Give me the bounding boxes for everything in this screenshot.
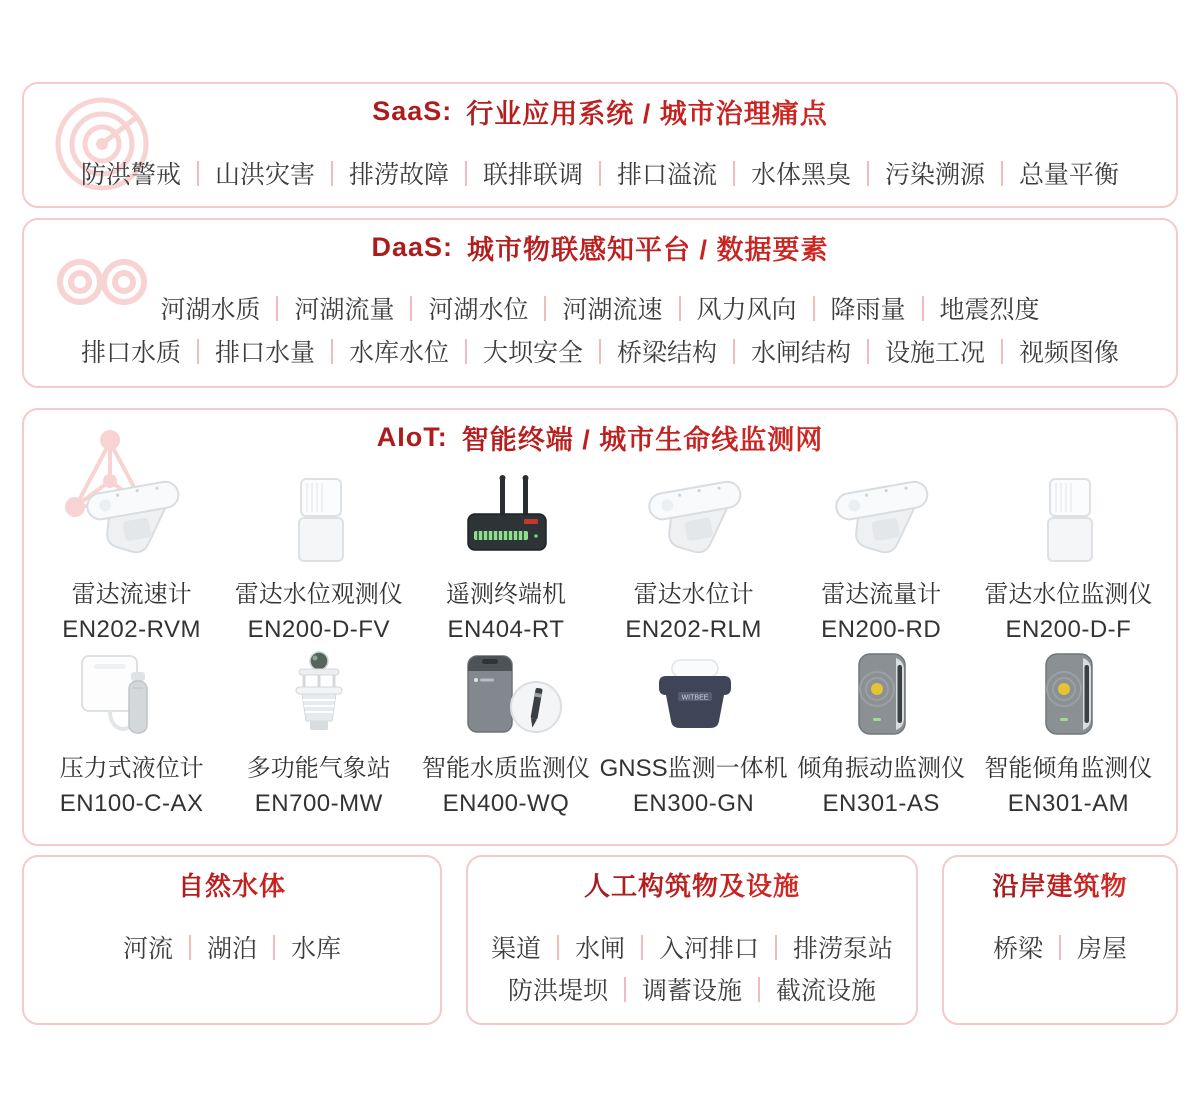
items-row — [24, 155, 1176, 191]
separator-bar — [867, 339, 869, 364]
list-item: 水体黑臭 — [751, 161, 852, 189]
device-card — [225, 648, 412, 818]
device-model: EN200-RD — [821, 616, 942, 643]
weather-station-icon — [239, 648, 399, 740]
box-header-artificial-structures — [468, 857, 916, 911]
section-aiot — [22, 408, 1178, 846]
list-item: 湖泊 — [206, 935, 257, 963]
separator-bar — [197, 161, 199, 186]
device-name: 多功能气象站 — [246, 755, 391, 782]
section-header-saas — [24, 84, 1176, 138]
list-item: 视频图像 — [1019, 339, 1120, 367]
list-item: 排口水质 — [80, 339, 181, 367]
separator-bar — [410, 296, 412, 321]
device-model: EN202-RLM — [625, 616, 762, 643]
list-item: 降雨量 — [830, 296, 906, 324]
section-daas — [22, 218, 1178, 388]
section-title: 城市物联感知平台 / 数据要素 — [467, 234, 829, 265]
section-header-aiot — [24, 410, 1176, 464]
device-name: 压力式液位计 — [59, 755, 204, 782]
separator-bar — [331, 339, 333, 364]
svg-text:WITBEE: WITBEE — [681, 694, 708, 702]
tilt-sensor-icon — [988, 648, 1148, 740]
box-artificial-structures — [466, 855, 918, 1025]
device-model: EN200-D-FV — [247, 616, 390, 643]
separator-bar — [465, 161, 467, 186]
device-model: EN301-AM — [1007, 790, 1130, 817]
separator-bar — [465, 339, 467, 364]
section-saas — [22, 82, 1178, 208]
separator-bar — [733, 161, 735, 186]
items-row — [24, 290, 1176, 326]
list-item: 河湖流量 — [294, 296, 395, 324]
device-model: EN301-AS — [822, 790, 940, 817]
device-card — [600, 648, 788, 818]
section-body-aiot — [24, 464, 1176, 822]
device-grid — [38, 474, 1162, 822]
device-name: 雷达流量计 — [821, 581, 942, 608]
radar-wedge-icon — [614, 474, 774, 566]
separator-bar — [599, 339, 601, 364]
list-item: 大坝安全 — [482, 339, 583, 367]
list-item: 河流 — [122, 935, 173, 963]
separator-bar — [189, 935, 191, 960]
items-row — [944, 929, 1176, 965]
separator-bar — [276, 296, 278, 321]
device-model: EN400-WQ — [442, 790, 570, 817]
separator-bar — [1059, 935, 1061, 960]
separator-bar — [599, 161, 601, 186]
tilt-sensor-icon — [801, 648, 961, 740]
device-name: 雷达流速计 — [71, 581, 192, 608]
items-row — [24, 333, 1176, 369]
box-header-natural-water — [24, 857, 440, 911]
list-item: 排涝故障 — [348, 161, 449, 189]
section-body-saas — [24, 138, 1176, 208]
list-item: 河湖流速 — [562, 296, 663, 324]
list-item: 联排联调 — [482, 161, 583, 189]
white-box-icon — [239, 474, 399, 566]
section-title-prefix: AIoT: — [376, 421, 448, 452]
separator-bar — [922, 296, 924, 321]
list-item: 排口溢流 — [617, 161, 718, 189]
device-card — [38, 474, 225, 644]
device-model: EN200-D-F — [1005, 616, 1132, 643]
list-item: 桥梁 — [992, 935, 1043, 963]
items-row — [468, 971, 916, 1007]
water-quality-icon — [426, 648, 586, 740]
section-title-prefix: SaaS: — [372, 95, 453, 126]
device-model: EN100-C-AX — [59, 790, 204, 817]
list-item: 河湖水位 — [428, 296, 529, 324]
device-card — [788, 648, 975, 818]
separator-bar — [775, 935, 777, 960]
list-item: 水库水位 — [348, 339, 449, 367]
device-name: 智能水质监测仪 — [421, 755, 590, 782]
section-title: 智能终端 / 城市生命线监测网 — [461, 424, 824, 455]
box-header-coastal-buildings — [944, 857, 1176, 911]
separator-bar — [1001, 161, 1003, 186]
separator-bar — [624, 977, 626, 1002]
device-card — [412, 474, 599, 644]
list-item: 房屋 — [1077, 935, 1128, 963]
list-item: 防洪警戒 — [80, 161, 181, 189]
list-item: 山洪灾害 — [214, 161, 315, 189]
list-item: 风力风向 — [696, 296, 797, 324]
device-name: 倾角振动监测仪 — [797, 755, 966, 782]
device-card — [975, 648, 1162, 818]
list-item: 入河排口 — [659, 935, 760, 963]
list-item: 防洪堤坝 — [507, 977, 608, 1005]
device-name: 雷达水位监测仪 — [984, 581, 1153, 608]
list-item: 桥梁结构 — [617, 339, 718, 367]
pressure-probe-icon — [52, 648, 212, 740]
box-title: 人工构筑物及设施 — [583, 870, 800, 901]
list-item: 截流设施 — [776, 977, 877, 1005]
device-name: 智能倾角监测仪 — [984, 755, 1153, 782]
section-title-prefix: DaaS: — [371, 231, 453, 262]
device-card — [600, 474, 788, 644]
box-natural-water — [22, 855, 442, 1025]
device-card — [38, 648, 225, 818]
separator-bar — [557, 935, 559, 960]
list-item: 设施工况 — [885, 339, 986, 367]
list-item: 水闸 — [574, 935, 625, 963]
device-card — [788, 474, 975, 644]
separator-bar — [679, 296, 681, 321]
list-item: 污染溯源 — [885, 161, 986, 189]
radar-wedge-icon — [801, 474, 961, 566]
list-item: 地震烈度 — [939, 296, 1040, 324]
device-model: EN404-RT — [447, 616, 565, 643]
items-row — [24, 929, 440, 965]
separator-bar — [867, 161, 869, 186]
section-header-daas — [24, 220, 1176, 274]
device-model: EN202-RVM — [62, 616, 201, 643]
router-icon — [426, 474, 586, 566]
separator-bar — [197, 339, 199, 364]
list-item: 水库 — [291, 935, 342, 963]
list-item: 调蓄设施 — [641, 977, 742, 1005]
separator-bar — [641, 935, 643, 960]
list-item: 总量平衡 — [1019, 161, 1120, 189]
device-model: EN300-GN — [632, 790, 755, 817]
device-card — [225, 474, 412, 644]
list-item: 渠道 — [490, 935, 541, 963]
box-body-natural-water — [24, 911, 440, 965]
list-item: 排涝泵站 — [793, 935, 894, 963]
box-title: 沿岸建筑物 — [992, 870, 1128, 901]
separator-bar — [813, 296, 815, 321]
separator-bar — [1001, 339, 1003, 364]
device-model: EN700-MW — [254, 790, 383, 817]
device-card — [412, 648, 599, 818]
separator-bar — [331, 161, 333, 186]
section-title: 行业应用系统 / 城市治理痛点 — [466, 98, 828, 129]
list-item: 排口水量 — [214, 339, 315, 367]
list-item: 河湖水质 — [160, 296, 261, 324]
items-row — [468, 929, 916, 965]
box-title: 自然水体 — [177, 870, 286, 901]
separator-bar — [758, 977, 760, 1002]
box-body-coastal-buildings — [944, 911, 1176, 965]
bottom-row — [22, 855, 1178, 1025]
radar-wedge-icon — [52, 474, 212, 566]
separator-bar — [733, 339, 735, 364]
box-coastal-buildings — [942, 855, 1178, 1025]
white-box-icon — [988, 474, 1148, 566]
separator-bar — [273, 935, 275, 960]
device-name: 遥测终端机 — [445, 581, 566, 608]
section-body-daas — [24, 274, 1176, 369]
separator-bar — [544, 296, 546, 321]
device-card — [975, 474, 1162, 644]
device-name: 雷达水位观测仪 — [234, 581, 403, 608]
gnss-icon — [614, 648, 774, 740]
device-name: 雷达水位计 — [633, 581, 754, 608]
box-body-artificial-structures — [468, 911, 916, 1007]
list-item: 水闸结构 — [751, 339, 852, 367]
device-name: GNSS监测一体机 — [599, 755, 788, 782]
